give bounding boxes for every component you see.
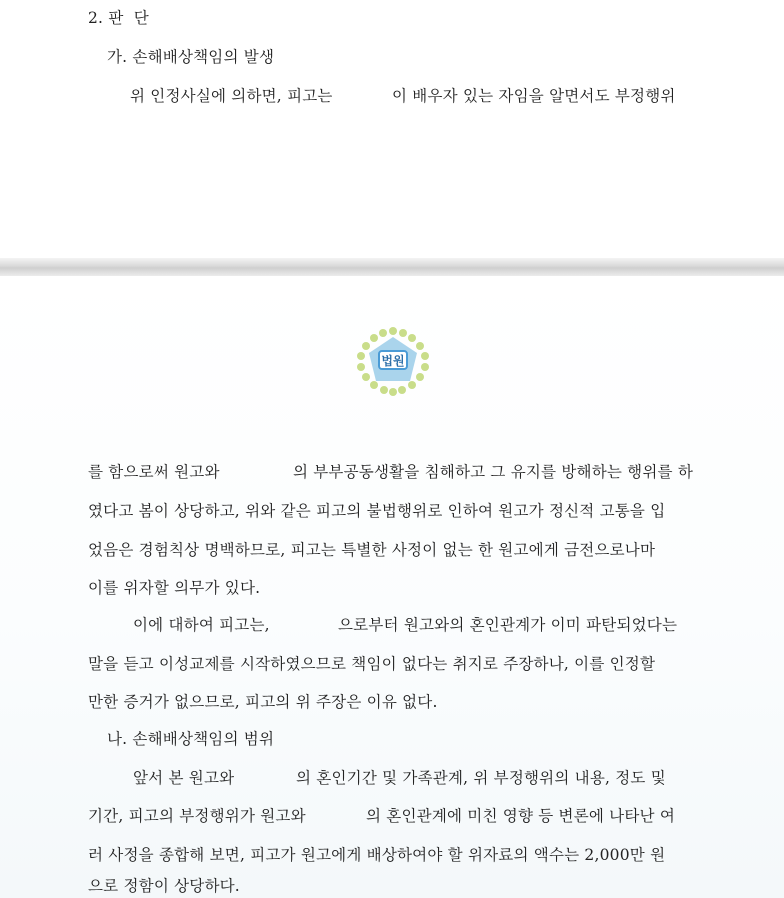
p1-line-1: 를 함으로써 원고와 의 부부공동생활을 침해하고 그 유지를 방해하는 행위를 하 <box>88 463 693 481</box>
p3-line-1a: 앞서 본 원고와 <box>133 769 235 787</box>
seal-text: 법원 <box>381 354 405 368</box>
p2-line-1a: 이에 대하여 피고는, <box>133 616 270 634</box>
subheading-liability-scope: 나. 손해배상책임의 범위 <box>107 730 275 748</box>
court-seal-icon <box>355 325 431 397</box>
p3-line-2b: 의 혼인관계에 미친 영향 등 변론에 나타난 여 <box>366 807 676 825</box>
p3-line-2a: 기간, 피고의 부정행위가 원고와 <box>88 807 306 825</box>
section-heading: 2. 판 단 <box>88 9 149 27</box>
subheading-liability-occurrence: 가. 손해배상책임의 발생 <box>107 48 275 66</box>
body-line-1b: 이 배우자 있는 자임을 알면서도 부정행위 <box>392 87 676 105</box>
p2-line-2: 말을 듣고 이성교제를 시작하였으므로 책임이 없다는 취지로 주장하나, 이를 인정할 <box>88 655 656 673</box>
page-separator <box>0 258 784 276</box>
top-page <box>0 0 784 258</box>
p3-line-4: 으로 정함이 상당하다. <box>88 877 240 895</box>
body-line-1a: 위 인정사실에 의하면, 피고는 <box>130 87 333 105</box>
p3-line-1b: 의 혼인기간 및 가족관계, 위 부정행위의 내용, 정도 및 <box>296 769 666 787</box>
p2-line-1b: 으로부터 원고와의 혼인관계가 이미 파탄되었다는 <box>338 616 678 634</box>
p1-line-2: 였다고 봄이 상당하고, 위와 같은 피고의 불법행위로 인하여 원고가 정신적 고통을 입 <box>88 502 666 520</box>
p3-line-3: 러 사정을 종합해 보면, 피고가 원고에게 배상하여야 할 위자료의 액수는 2,000만 원 <box>88 846 666 864</box>
p1-line-3: 었음은 경험칙상 명백하므로, 피고는 특별한 사정이 없는 한 원고에게 금전으로나마 <box>88 541 656 559</box>
p2-line-3: 만한 증거가 없으므로, 피고의 위 주장은 이유 없다. <box>88 693 438 711</box>
p1-line-4: 이를 위자할 의무가 있다. <box>88 579 261 597</box>
